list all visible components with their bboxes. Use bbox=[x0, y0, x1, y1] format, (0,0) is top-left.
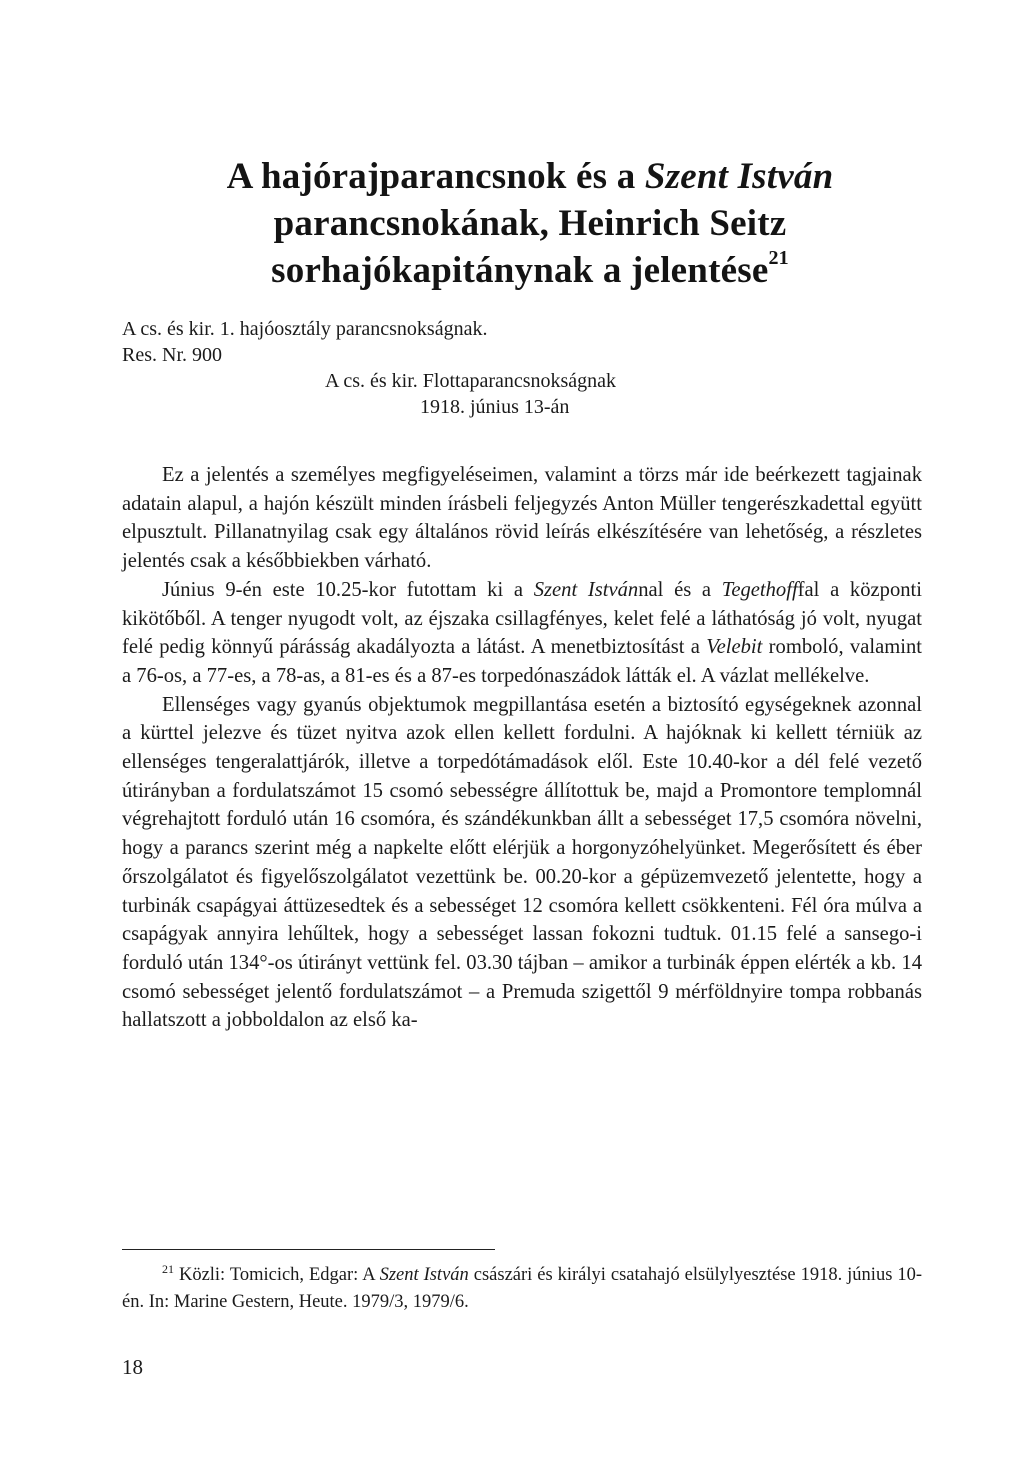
footnote-ship-name: Szent István bbox=[379, 1265, 469, 1285]
paragraph-text: Június 9-én este 10.25-kor futottam ki a bbox=[162, 578, 534, 601]
letter-date: 1918. június 13-án bbox=[420, 396, 570, 418]
title-text: A hajórajparancsnok és a bbox=[226, 155, 645, 197]
paragraph-text: fal a központi kikötőből. A tenger nyugodt volt, az éjszaka csillagfényes, kelet felé a láthatóság jó volt, nyugat felé pedig könnyű párásság akadályozta a látást. A menetbiztosítást a bbox=[122, 578, 922, 659]
body-paragraph-1: Ez a jelentés a személyes megfigyeléseimen, valamint a törzs már ide beérkezett tagjainak adatain alapul, a hajón készült minden írásbeli feljegyzés Anton Müller tengerészkadettal együtt elpusztult. Pillanatnyilag csak egy általános rövid leírás elkészítésére van lehetőség, a részletes jelentés csak a későbbiekben várható. bbox=[122, 464, 922, 573]
footnote bbox=[122, 1262, 922, 1316]
sender-line: A cs. és kir. Flottaparancsnokságnak bbox=[325, 370, 617, 392]
page-number: 18 bbox=[122, 1355, 143, 1379]
body-paragraph-3: Ellenséges vagy gyanús objektumok megpillantása esetén a biztosító egységeknek azonnal a kürttel jelezve és tüzet nyitva azok ellen kellett fordulni. A hajóknak ki kellett térniük az ellenséges tengeralattjárók, illetve a torpedótámadások elől. Este 10.40-kor a dél felé vezető útirányban a fordulatszámot 15 csomó sebességre állítottuk be, majd a Promontore templomnál végrehajtott forduló után 16 csomóra, és szándékunkban állt a sebességet 17,5 csomóra növelni, hogy a parancs szerint még a napkelte előtt elérjük a horgonyzóhelyünket. Megerősített és éber őrszolgálatot és figyelőszolgálatot vezettünk be. 00.20-kor a gépüzemvezető jelentette, hogy a turbinák csapágyai áttüzesedtek és a sebességet 12 csomóra kellett csökkenteni. Fél óra múlva a csapágyak annyira lehűltek, hogy a sebességet lassan fokozni tudtuk. 01.15 felé a sansego-i forduló után 134°-os útirányt vettünk fel. 03.30 tájban – amikor a turbinák éppen elérték a kb. 14 csomó sebességet jelentő fordulatszámot – a Premuda szigettől 9 mérföldnyire tompa robbanás hallatszott a jobboldalon az első ka- bbox=[122, 693, 922, 1032]
ship-name: Tegethoff bbox=[721, 578, 798, 601]
letter-header bbox=[122, 316, 922, 420]
paragraph-text: nal és a bbox=[638, 578, 722, 601]
title-ship-name: Szent István bbox=[644, 155, 834, 197]
title-line-1 bbox=[120, 153, 940, 200]
ship-name: Szent István bbox=[533, 578, 639, 601]
title-text: sorhajókapitánynak a jelentése bbox=[271, 249, 769, 291]
ship-name: Velebit bbox=[706, 636, 763, 659]
footnote-number: 21 bbox=[162, 1261, 174, 1276]
document-title bbox=[120, 153, 940, 294]
title-line-3 bbox=[120, 247, 940, 294]
report-body bbox=[122, 461, 922, 1035]
paragraph-text: romboló, valamint a 76-os, a 77-es, a 78-as, a 81-es és a 87-es torpedónaszádok látták el. A vázlat mellékelve. bbox=[122, 636, 922, 687]
recipient-line: A cs. és kir. 1. hajóosztály parancsnokságnak. bbox=[122, 318, 488, 340]
footnote-divider bbox=[122, 1249, 495, 1250]
title-line-2: parancsnokának, Heinrich Seitz bbox=[273, 202, 787, 244]
title-footnote-ref[interactable]: 21 bbox=[768, 247, 789, 270]
reference-number: Res. Nr. 900 bbox=[122, 344, 222, 366]
footnote-text: császári és királyi csatahajó elsülylyesztése 1918. június 10-én. In: Marine Gestern, Heute. 1979/3, 1979/6. bbox=[122, 1265, 923, 1312]
footnote-text: Közli: Tomicich, Edgar: A bbox=[174, 1265, 380, 1285]
body-paragraph-2 bbox=[122, 576, 922, 691]
